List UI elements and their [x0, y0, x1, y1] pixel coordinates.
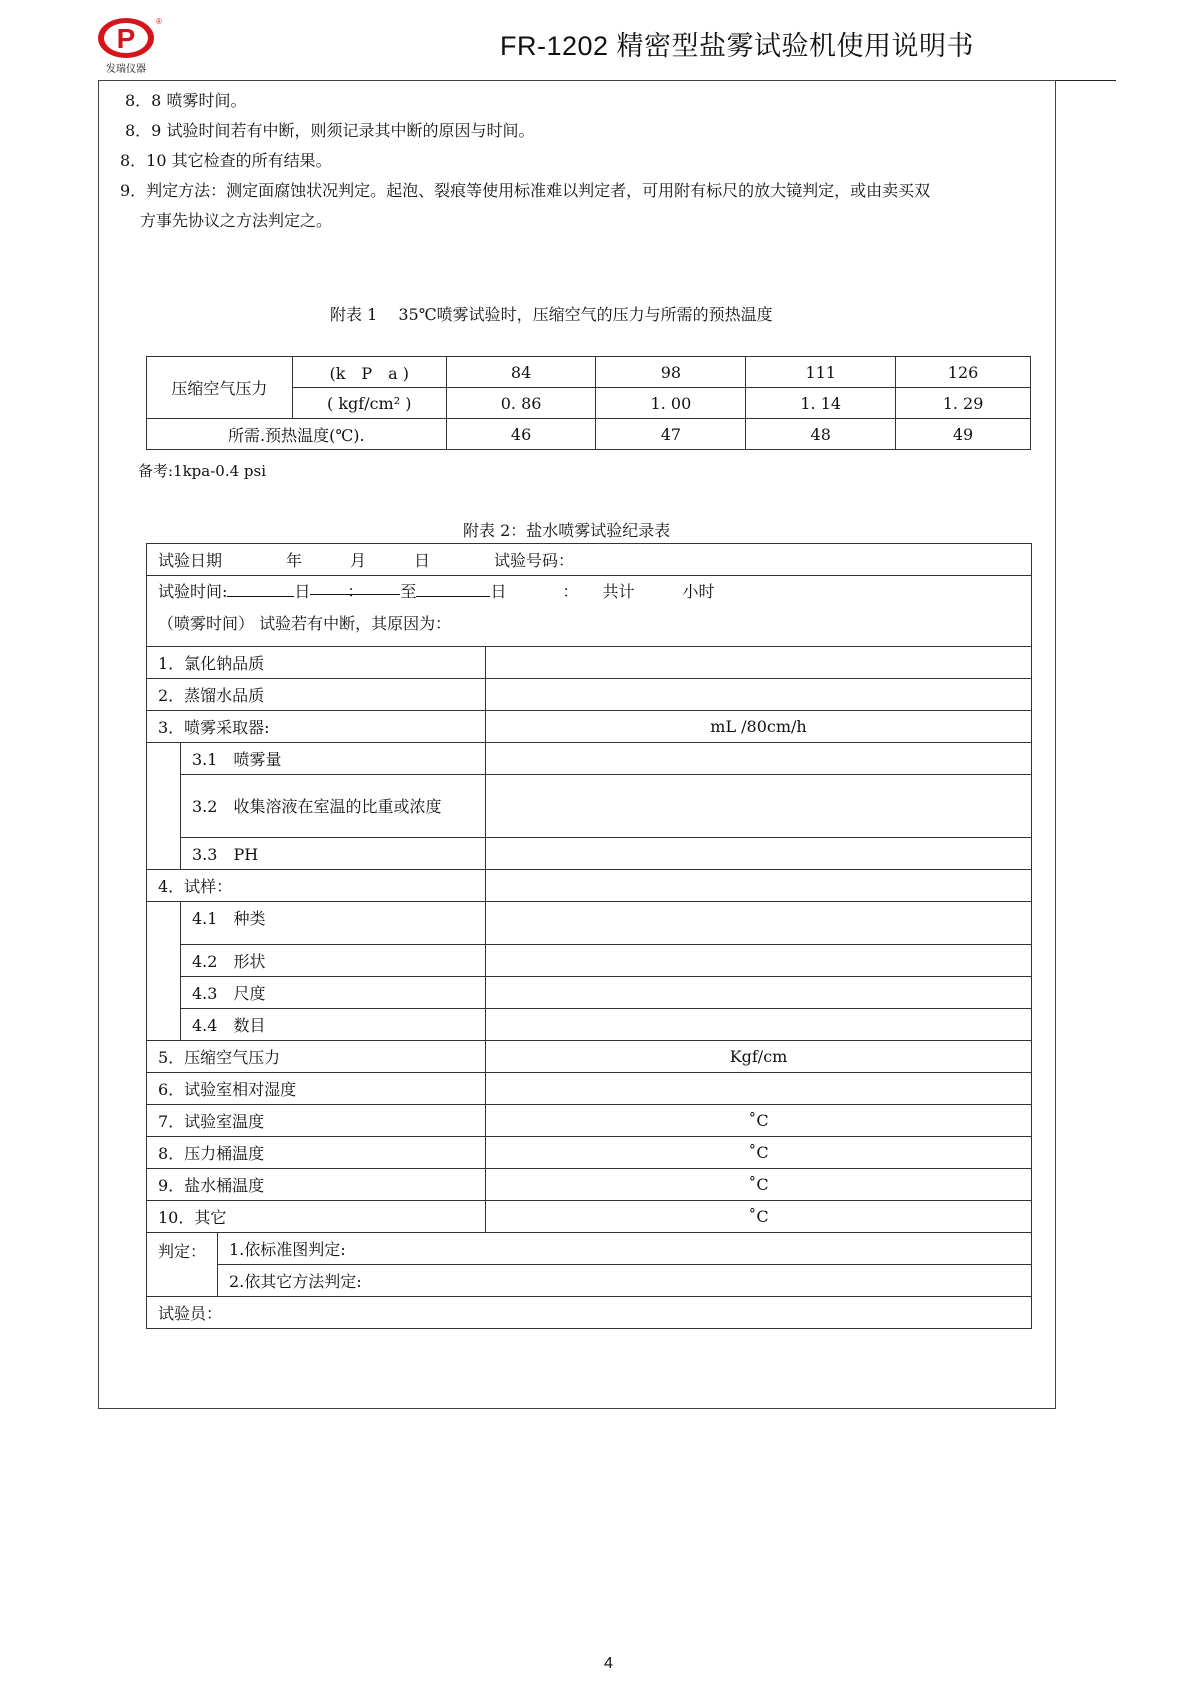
table-row — [147, 1297, 1032, 1329]
item-label: 4.1 种类 — [181, 902, 486, 945]
judgment-other: 2.依其它方法判定: — [218, 1265, 1032, 1297]
test-time-row — [158, 576, 1031, 608]
test-date-row: 试验日期 年 月 日 试验号码： — [147, 544, 1032, 576]
item-value — [486, 977, 1032, 1009]
table-row — [147, 544, 1032, 576]
item-label: 3.2 收集溶液在室温的比重或浓度 — [181, 775, 486, 838]
salt-spray-record-table — [146, 543, 1032, 1329]
item-value: ˚C — [486, 1201, 1032, 1233]
test-time-label: 试验时间: — [158, 582, 228, 601]
paragraph-8-8: 8．8 喷雾时间。 — [125, 91, 247, 110]
unit-kgf: ( kgf/cm² ) — [292, 388, 446, 419]
total-hours-label: ： 共计 小时 — [562, 582, 715, 601]
paragraph-9: 9．判定方法：测定面腐蚀状况判定。起泡、裂痕等使用标准难以判定者，可用附有标尺的放大镜判定，或由卖买双 — [120, 181, 931, 200]
item-value — [486, 1073, 1032, 1105]
item-value — [486, 838, 1032, 870]
day-label: 日 — [294, 582, 311, 601]
item-label: 4.4 数目 — [181, 1009, 486, 1041]
blank-field — [416, 578, 490, 597]
table-row — [147, 419, 1031, 450]
table-cell: 1. 00 — [596, 388, 746, 419]
indent-spacer — [147, 743, 181, 870]
logo-letter: P — [116, 23, 136, 54]
company-logo — [96, 16, 160, 76]
item-label: 3．喷雾采取器: — [147, 711, 486, 743]
table-cell: 126 — [896, 357, 1031, 388]
item-label: 4.2 形状 — [181, 945, 486, 977]
table-row — [147, 679, 1032, 711]
item-label: 1．氯化钠品质 — [147, 647, 486, 679]
table-row — [147, 945, 1032, 977]
to-label: 至 — [400, 582, 417, 601]
page-number: 4 — [604, 1655, 613, 1672]
unit-kpa: (k P a ) — [292, 357, 446, 388]
item-label: 2．蒸馏水品质 — [147, 679, 486, 711]
item-value — [486, 775, 1032, 838]
paragraph-9-continued: 方事先协议之方法判定之。 — [140, 211, 333, 230]
judgment-label: 判定： — [147, 1233, 218, 1297]
table-row — [147, 977, 1032, 1009]
interrupt-row: （喷雾时间） 试验若有中断，其原因为： — [158, 614, 452, 633]
item-label: 4.3 尺度 — [181, 977, 486, 1009]
item-value: ˚C — [486, 1105, 1032, 1137]
table-row — [147, 870, 1032, 902]
table-cell: 46 — [446, 419, 596, 450]
table-cell: 48 — [746, 419, 896, 450]
item-label: 4．试样： — [147, 870, 486, 902]
item-label: 8．压力桶温度 — [147, 1137, 486, 1169]
indent-spacer — [147, 902, 181, 1041]
table-row — [147, 576, 1032, 647]
item-value — [486, 679, 1032, 711]
table-cell: 0. 86 — [446, 388, 596, 419]
table1-caption: 附表 1 35℃喷雾试验时，压缩空气的压力与所需的预热温度 — [330, 305, 773, 324]
table-row — [147, 1105, 1032, 1137]
table2-caption: 附表 2：盐水喷雾试验纪录表 — [463, 521, 671, 540]
table-row — [147, 1169, 1032, 1201]
table1-note: 备考:1kpa-0.4 psi — [138, 462, 267, 480]
blank-field — [227, 578, 294, 597]
item-value: mL /80cm/h — [486, 711, 1032, 743]
row-label-preheat-temp: 所需.预热温度(℃). — [147, 419, 447, 450]
table-row — [147, 743, 1032, 775]
pressure-temperature-table — [146, 356, 1031, 450]
blank-field: ： — [310, 576, 400, 595]
table-cell: 84 — [446, 357, 596, 388]
table-row — [147, 357, 1031, 388]
document-title: FR-1202 精密型盐雾试验机使用说明书 — [500, 31, 975, 61]
table-row — [147, 775, 1032, 838]
logo-registered-mark: ® — [156, 17, 162, 26]
item-label: 6．试验室相对湿度 — [147, 1073, 486, 1105]
item-value — [486, 647, 1032, 679]
paragraph-8-9: 8．9 试验时间若有中断，则须记录其中断的原因与时间。 — [125, 121, 535, 140]
table-row — [147, 902, 1032, 945]
table-row — [147, 1041, 1032, 1073]
day-label: 日 — [490, 582, 507, 601]
item-value: Kgf/cm — [486, 1041, 1032, 1073]
row-label-pressure: 压缩空气压力 — [147, 357, 293, 419]
tester-row: 试验员： — [147, 1297, 1032, 1329]
item-label: 10．其它 — [147, 1201, 486, 1233]
item-label: 3.3 PH — [181, 838, 486, 870]
item-value — [486, 870, 1032, 902]
item-value — [486, 902, 1032, 945]
item-value — [486, 743, 1032, 775]
item-value: ˚C — [486, 1169, 1032, 1201]
table-cell: 49 — [896, 419, 1031, 450]
item-label: 9．盐水桶温度 — [147, 1169, 486, 1201]
table-cell: 1. 14 — [746, 388, 896, 419]
table-cell: 111 — [746, 357, 896, 388]
judgment-standard: 1.依标准图判定: — [218, 1233, 1032, 1265]
paragraph-8-10: 8．10 其它检查的所有结果。 — [120, 151, 332, 170]
table-row — [147, 1137, 1032, 1169]
table-row — [147, 1009, 1032, 1041]
table-row — [147, 647, 1032, 679]
table-row — [147, 1233, 1032, 1265]
item-value — [486, 1009, 1032, 1041]
table-cell: 98 — [596, 357, 746, 388]
table-row — [147, 711, 1032, 743]
item-label: 7．试验室温度 — [147, 1105, 486, 1137]
item-label: 5．压缩空气压力 — [147, 1041, 486, 1073]
logo-text: 发瑞仪器 — [106, 64, 146, 75]
table-row — [147, 1201, 1032, 1233]
item-value — [486, 945, 1032, 977]
table-cell: 47 — [596, 419, 746, 450]
table-row — [147, 1073, 1032, 1105]
table-row — [147, 838, 1032, 870]
table-row — [147, 1265, 1032, 1297]
table-cell: 1. 29 — [896, 388, 1031, 419]
item-label: 3.1 喷雾量 — [181, 743, 486, 775]
item-value: ˚C — [486, 1137, 1032, 1169]
test-time-cell — [147, 576, 1032, 647]
